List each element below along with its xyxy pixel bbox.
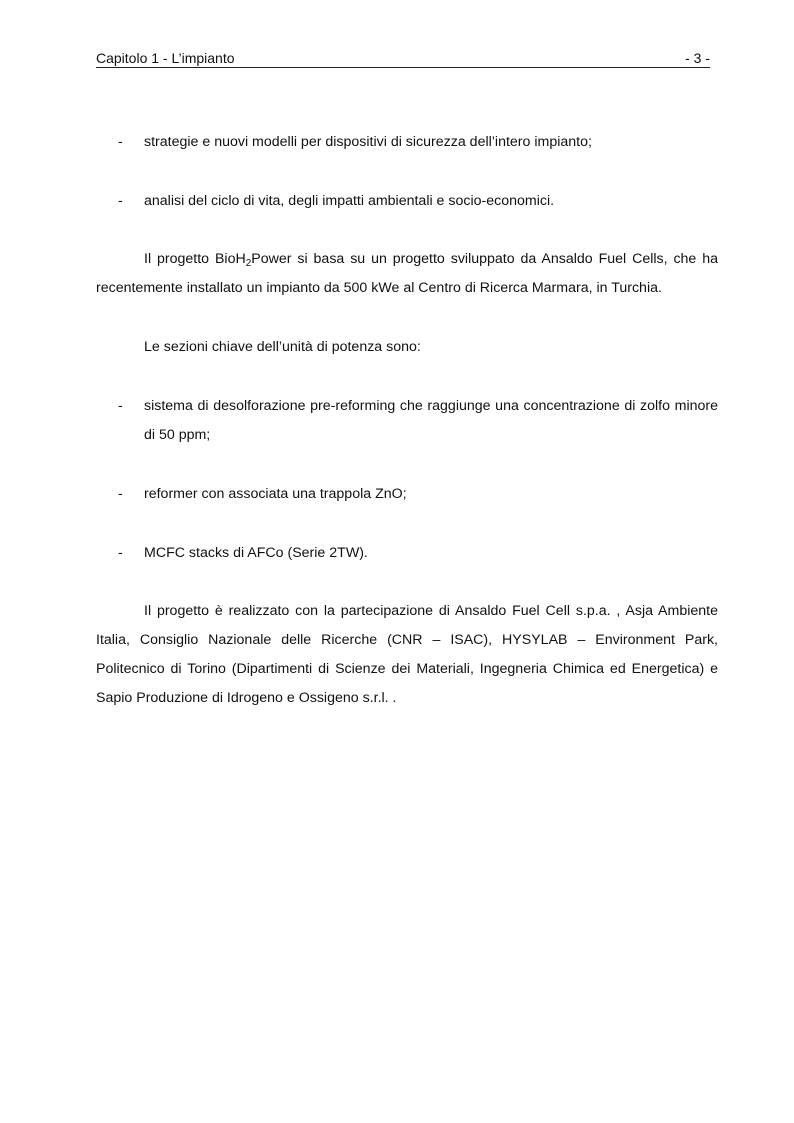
bullet-dash: - bbox=[118, 545, 123, 561]
paragraph-bioh2power bbox=[96, 245, 718, 303]
page-header bbox=[96, 49, 710, 68]
bullet-dash: - bbox=[118, 398, 123, 414]
list-item bbox=[96, 539, 718, 568]
paragraph-key-sections: Le sezioni chiave dell’unità di potenza sono: bbox=[144, 339, 421, 355]
page-number: - 3 - bbox=[685, 50, 710, 66]
list-item bbox=[96, 128, 718, 157]
list-item bbox=[96, 480, 718, 509]
paragraph-partners: Il progetto è realizzato con la partecipazione di Ansaldo Fuel Cell s.p.a. , Asja Ambiente Italia, Consiglio Nazionale delle Ricerche (CNR – ISAC), HYSYLAB – Environment Park, Politecnico di Torino (Dipartimenti di Scienze dei Materiali, Ingegneria Chimica ed Energetica) e Sapio Produzione di Idrogeno e Ossigeno s.r.l. . bbox=[96, 603, 718, 706]
subscript-2: 2 bbox=[245, 258, 252, 269]
list-item-text: reformer con associata una trappola ZnO; bbox=[144, 486, 407, 502]
paragraph-text-prefix: Il progetto BioH bbox=[144, 251, 246, 267]
paragraph-text-suffix: Power si basa su un progetto sviluppato da Ansaldo Fuel Cells, che ha recentemente installato un impianto da 500 kWe al Centro di Ricerca Marmara, in Turchia. bbox=[96, 251, 719, 296]
list-item-text: analisi del ciclo di vita, degli impatti ambientali e socio-economici. bbox=[144, 193, 555, 209]
chapter-title: Capitolo 1 - L’impianto bbox=[96, 50, 235, 66]
list-item-text: sistema di desolforazione pre-reforming che raggiunge una concentrazione di zolfo minore di 50 ppm; bbox=[144, 398, 718, 443]
bullet-dash: - bbox=[118, 193, 123, 209]
bullet-dash: - bbox=[118, 486, 123, 502]
list-item-text: MCFC stacks di AFCo (Serie 2TW). bbox=[144, 545, 368, 561]
list-item-text: strategie e nuovi modelli per dispositivi di sicurezza dell’intero impianto; bbox=[144, 134, 592, 150]
list-item bbox=[96, 392, 718, 450]
bullet-dash: - bbox=[118, 134, 123, 150]
list-item bbox=[96, 187, 718, 216]
